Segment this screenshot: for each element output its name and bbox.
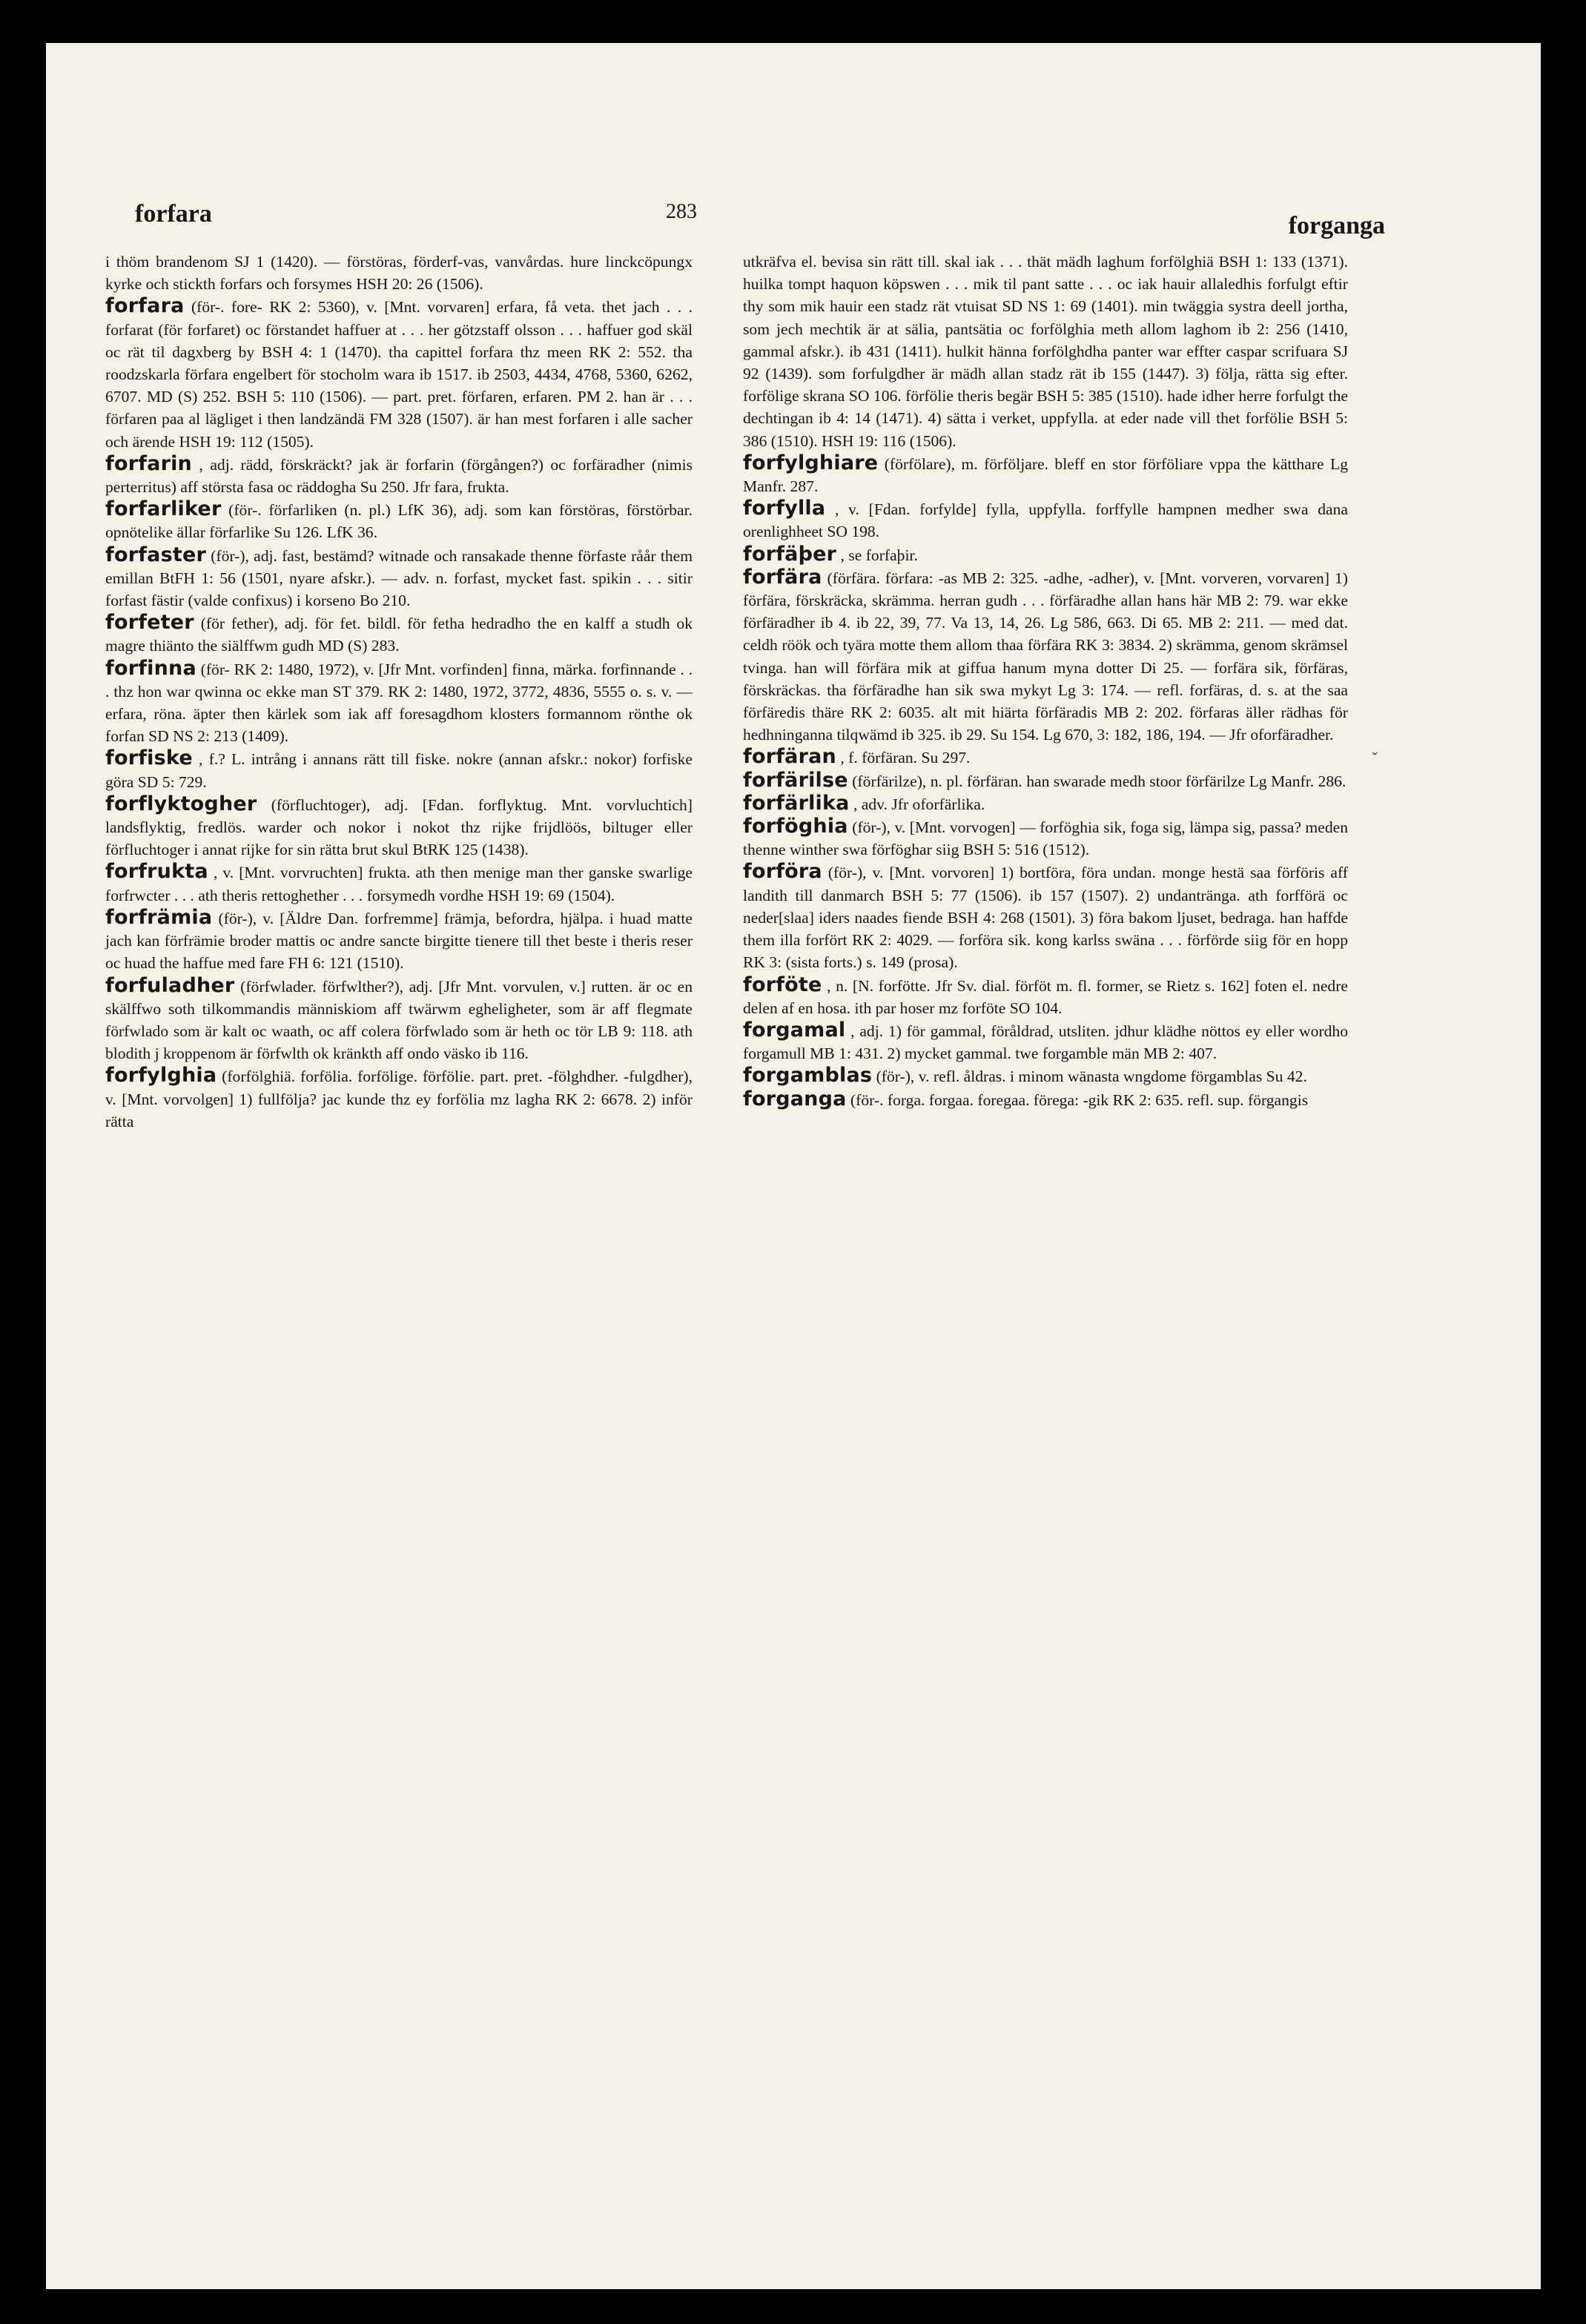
dictionary-entry bbox=[105, 747, 693, 792]
entry-text: , adj. 1) för gammal, föråldrad, utsliten. jdhur klädhe nöttos ey eller wordho forgamull MB 1: 431. 2) mycket gammal. twe forgamble män MB 2: 407. bbox=[743, 1022, 1349, 1063]
left-column bbox=[105, 251, 693, 1133]
dictionary-entry bbox=[743, 497, 1348, 543]
dictionary-entry bbox=[743, 746, 1348, 769]
dictionary-entry bbox=[105, 251, 693, 295]
entry-text: (förfölare), m. förföljare. bleff en stor förföliare vppa the kätthare Lg Manfr. 287. bbox=[743, 454, 1348, 496]
entry-text: i thöm brandenom SJ 1 (1420). — förstöras, förderf-vas, vanvårdas. hure linckcöpungx kyrke och stickth forfars och forsymes HSH 20: 26 (1506). bbox=[105, 253, 693, 294]
dictionary-entry bbox=[105, 907, 693, 975]
dictionary-entry bbox=[105, 453, 693, 498]
entry-text: (för-), v. [Äldre Dan. forfremme] främja, befordra, hjälpa. i huad matte jach kan förfrämie broder mattis oc andre sancte birgitte tienere till thet beste i theris reser oc huad the haffue med fare FH 6: 121 (1510). bbox=[105, 909, 693, 973]
entry-text: , f.? L. intrång i annans rätt till fiske. nokre (annan afskr.: nokor) forfiske göra SD 5: 729. bbox=[105, 750, 693, 791]
headword: forfara bbox=[105, 294, 185, 318]
entry-text: , n. [N. forfötte. Jfr Sv. dial. förföt m. fl. former, se Rietz s. 162] foten el. nedre delen af en hosa. ith par hoser mz forföte SO 104. bbox=[743, 976, 1348, 1017]
headword: forfrukta bbox=[105, 860, 208, 884]
headword: forfäran bbox=[743, 745, 836, 769]
headword: forfiske bbox=[105, 746, 193, 770]
headword: forfinna bbox=[105, 656, 196, 680]
dictionary-entry bbox=[743, 452, 1348, 497]
headword: forfylghia bbox=[105, 1064, 217, 1087]
entry-text: , se forfaþir. bbox=[840, 546, 918, 564]
dictionary-entry bbox=[105, 975, 693, 1065]
entry-text: (för-), adj. fast, bestämd? witnade och ransakade thenne förfaste råår them emillan BtFH 1: 56 (1501, nyare afskr.). — adv. n. forfast, mycket fast. spikin . . . sitir forfast fästir (valde confixus) i korseno Bo 210. bbox=[105, 546, 693, 610]
dictionary-entry bbox=[105, 295, 693, 452]
page-number: 283 bbox=[666, 200, 697, 223]
dictionary-entry bbox=[105, 498, 693, 543]
headword: forfarin bbox=[105, 451, 192, 475]
dictionary-entry bbox=[743, 974, 1348, 1019]
headword: forfaster bbox=[105, 543, 206, 566]
headword: forföte bbox=[743, 973, 822, 996]
entry-text: , v. [Mnt. vorvruchten] frukta. ath then menige man ther ganske swarlige forfrwcter . . . ath theris rettoghether . . . forsymedh vordhe HSH 19: 69 (1504). bbox=[105, 864, 693, 904]
headword: forfärilse bbox=[743, 768, 848, 792]
entry-text: , adj. rädd, förskräckt? jak är forfarin (förgången?) oc forfäradher (nimis perterritus) aff största fasa oc räddogha Su 250. Jfr fara, frukta. bbox=[105, 455, 693, 497]
headword: forföghia bbox=[743, 815, 848, 838]
right-column bbox=[743, 251, 1348, 1111]
dictionary-entry bbox=[743, 543, 1348, 566]
entry-text: (för-. forga. forgaa. foregaa. förega: -gik RK 2: 635. refl. sup. förgangis bbox=[850, 1090, 1309, 1109]
headword: forfylla bbox=[743, 497, 826, 520]
running-head-right: forganga bbox=[1288, 212, 1385, 239]
entry-text: , f. förfäran. Su 297. bbox=[840, 749, 971, 767]
dictionary-entry bbox=[743, 815, 1348, 861]
headword: forganga bbox=[743, 1087, 847, 1110]
dictionary-entry bbox=[105, 1065, 693, 1133]
entry-text: (för-), v. [Mnt. vorvoren] 1) bortföra, föra undan. monge hestä saa förföris aff landith till danmarch BSH 5: 77 (1506). ib 157 (1507). 2) undantränga. ath forfförä oc neder[slaa] iders naades fiende BSH 4: 268 (1501). 3) föra bakom ljuset, bedraga. han haffde them illa forfört RK 2: 4029. — forföra sik. kong karlss swäna . . . förförde siig för en hopp RK 3: (sista forts.) s. 149 (prosa). bbox=[743, 864, 1348, 972]
dictionary-entry bbox=[105, 612, 693, 657]
headword: forfarliker bbox=[105, 497, 222, 521]
dictionary-entry bbox=[743, 769, 1348, 792]
entry-text: (förfluchtoger), adj. [Fdan. forflyktug. Mnt. vorvluchtich] landsflyktig, fredlös. warder och nokor i nokot thz rijke frijdlöös, biltuger eller förfluchtoger i annat rijke for sin rätta brut skul BtRK 125 (1438). bbox=[105, 795, 693, 859]
headword: forföra bbox=[743, 860, 822, 884]
running-head-left: forfara bbox=[135, 200, 212, 228]
headword: forfeter bbox=[105, 611, 194, 635]
entry-text: (för fether), adj. för fet. bildl. för fetha hedradho the en kalff a studh ok magre thiänto the siälffwm gudh MD (S) 283. bbox=[105, 615, 693, 655]
headword: forflyktogher bbox=[105, 792, 257, 815]
dictionary-entry bbox=[743, 1088, 1348, 1111]
entry-text: , v. [Fdan. forfylde] fylla, uppfylla. forffylle hampnen medher swa dana orenlighheet SO 198. bbox=[743, 500, 1348, 541]
dictionary-entry bbox=[743, 1065, 1348, 1087]
dictionary-entry bbox=[743, 792, 1348, 815]
entry-text: , adv. Jfr oforfärlika. bbox=[853, 795, 985, 813]
dictionary-entry bbox=[743, 566, 1348, 746]
headword: forfäþer bbox=[743, 542, 837, 566]
entry-text: (förfärilze), n. pl. förfäran. han swarade medh stoor förfärilze Lg Manfr. 286. bbox=[852, 772, 1347, 790]
dictionary-entry bbox=[105, 544, 693, 612]
entry-text: (förfwlader. förfwlther?), adj. [Jfr Mnt. vorvulen, v.] rutten. är oc en skälffwo soth tilkommandis människiom aff twärwm egheligheter, som är aff flegmate förfwlado som är kalt oc waath, oc aff colera förfwlado som är heth oc tör LB 9: 118. ath blodith j kroppenom är förfwlth ok kränkth aff ondo väsko ib 116. bbox=[105, 977, 693, 1063]
entry-text: (förfära. förfara: -as MB 2: 325. -adhe, -adher), v. [Mnt. vorveren, vorvaren] 1) förfära, förskräcka, skrämma. herran gudh . . . förfäradhe allan hans här MB 2: 79. war ekke förfäradher ib 4. ib 22, 39, 77. Va 13, 14, 26. Lg 586, 663. Di 65. MB 2: 211. — med dat. celdh röök och tyära motte them allom thaa förfära RK 3: 3834. 2) skrämma, genom skrämsel tvinga. han will förfära mik at giffua hanum myna dotter Di 25. — forfära sik, förfäras, förskräckas. tha förfäradhe han sik swa mykyt Lg 3: 174. — refl. forfäras, d. s. at the saa förfäredis thäre RK 2: 6035. alt mit hiärta förfäradis MB 2: 202. förfaras äller rädhas för hedhninganna tilqwämd ib 325. ib 29. Su 154. Lg 670, 3: 182, 186, 194. — Jfr oforfäradher. bbox=[743, 569, 1348, 744]
headword: forfylghiare bbox=[743, 451, 879, 474]
entry-text: (för-), v. [Mnt. vorvogen] — forföghia sik, foga sig, lämpa sig, passa? meden thenne winther swa förföghar siig BSH 5: 516 (1512). bbox=[743, 818, 1348, 859]
dictionary-entry bbox=[105, 861, 693, 906]
dictionary-page bbox=[46, 43, 1541, 2289]
entry-text: (för- RK 2: 1480, 1972), v. [Jfr Mnt. vorfinden] finna, märka. forfinnande . . . thz hon war qwinna oc ekke man ST 379. RK 2: 1480, 1972, 3772, 4836, 5555 o. s. v. — erfara, röna. äpter then kärlek som iak aff foresagdhom klosters formannom rönthe ok forfan SD NS 2: 213 (1409). bbox=[105, 660, 693, 746]
headword: forgamal bbox=[743, 1018, 846, 1042]
entry-text: utkräfva el. bevisa sin rätt till. skal iak . . . thät mädh laghum forfölghiä BSH 1: 133 (1371). huilka tompt haquon köpswen . . . mik til pant satte . . . oc iak hauir allaledhis forfulgt eftir thy som mik hauir een stadz rät vtuisat SD NS 1: 69 (1401). min twäggia systra deell jortha, som jech mechtik är at sälia, pantsätia oc forfölghia meth allom laghom ib 2: 256 (1410, gammal afskr.). ib 431 (1411). hulkit hänna forfölghdha panter war effter caspar scrifuara SJ 92 (1439). som forfulgdher är mädh allan stadz rät ib 155 (1447). 3) följa, rätta sig efter. forfölige skrana SO 106. förfölie theris begär BSH 5: 385 (1510). hade idher herre forfulgt the dechtingan ib 4: 14 (1471). 4) sätta i verket, uppfylla. at eder nade vill thet forfölie BSH 5: 386 (1510). HSH 19: 116 (1506). bbox=[743, 253, 1348, 450]
headword: forgamblas bbox=[743, 1064, 873, 1087]
entry-text: (för-), v. refl. åldras. i minom wänasta wngdome förgamblas Su 42. bbox=[876, 1067, 1307, 1086]
dictionary-entry bbox=[743, 861, 1348, 973]
entry-text: (för-. förfarliken (n. pl.) LfK 36), adj. som kan förstöras, förstörbar. opnötelike ällar förfarlike Su 126. LfK 36. bbox=[105, 501, 693, 542]
entry-text: (forfölghiä. forfölia. forfölige. förfölie. part. pret. -fölghdher. -fulgdher), v. [Mnt. vorvolgen] 1) fullfölja? jac kunde thz ey forfölia mz lagha RK 2: 6678. 2) inför rätta bbox=[105, 1067, 693, 1130]
headword: forfärlika bbox=[743, 791, 850, 815]
headword: forfära bbox=[743, 565, 822, 589]
dictionary-entry bbox=[743, 251, 1348, 452]
dictionary-entry bbox=[105, 793, 693, 861]
dictionary-entry bbox=[105, 658, 693, 748]
entry-text: (för-. fore- RK 2: 5360), v. [Mnt. vorvaren] erfara, få veta. thet jach . . . forfarat (för forfaret) oc förstandet haffuer at . . . her götzstaff olsson . . . haffuer god skäl oc rät til dagxberg by BSH 4: 1 (1470). tha capittel forfara thz meen RK 2: 552. tha roodzskarla förfara engelbert för stocholm wara ib 1517. ib 2503, 4434, 4768, 5360, 6262, 6707. MD (S) 252. BSH 5: 110 (1506). — part. pret. förfaren, erfaren. PM 2. han är . . . förfaren paa al lägliget i then landzändä FM 328 (1507). är han mest forfaren i alle sacher och ärende HSH 19: 112 (1505). bbox=[105, 298, 693, 451]
dictionary-entry bbox=[743, 1019, 1348, 1065]
headword: forfrämia bbox=[105, 905, 213, 929]
margin-mark: ˇ bbox=[1372, 749, 1378, 767]
headword: forfuladher bbox=[105, 973, 235, 997]
